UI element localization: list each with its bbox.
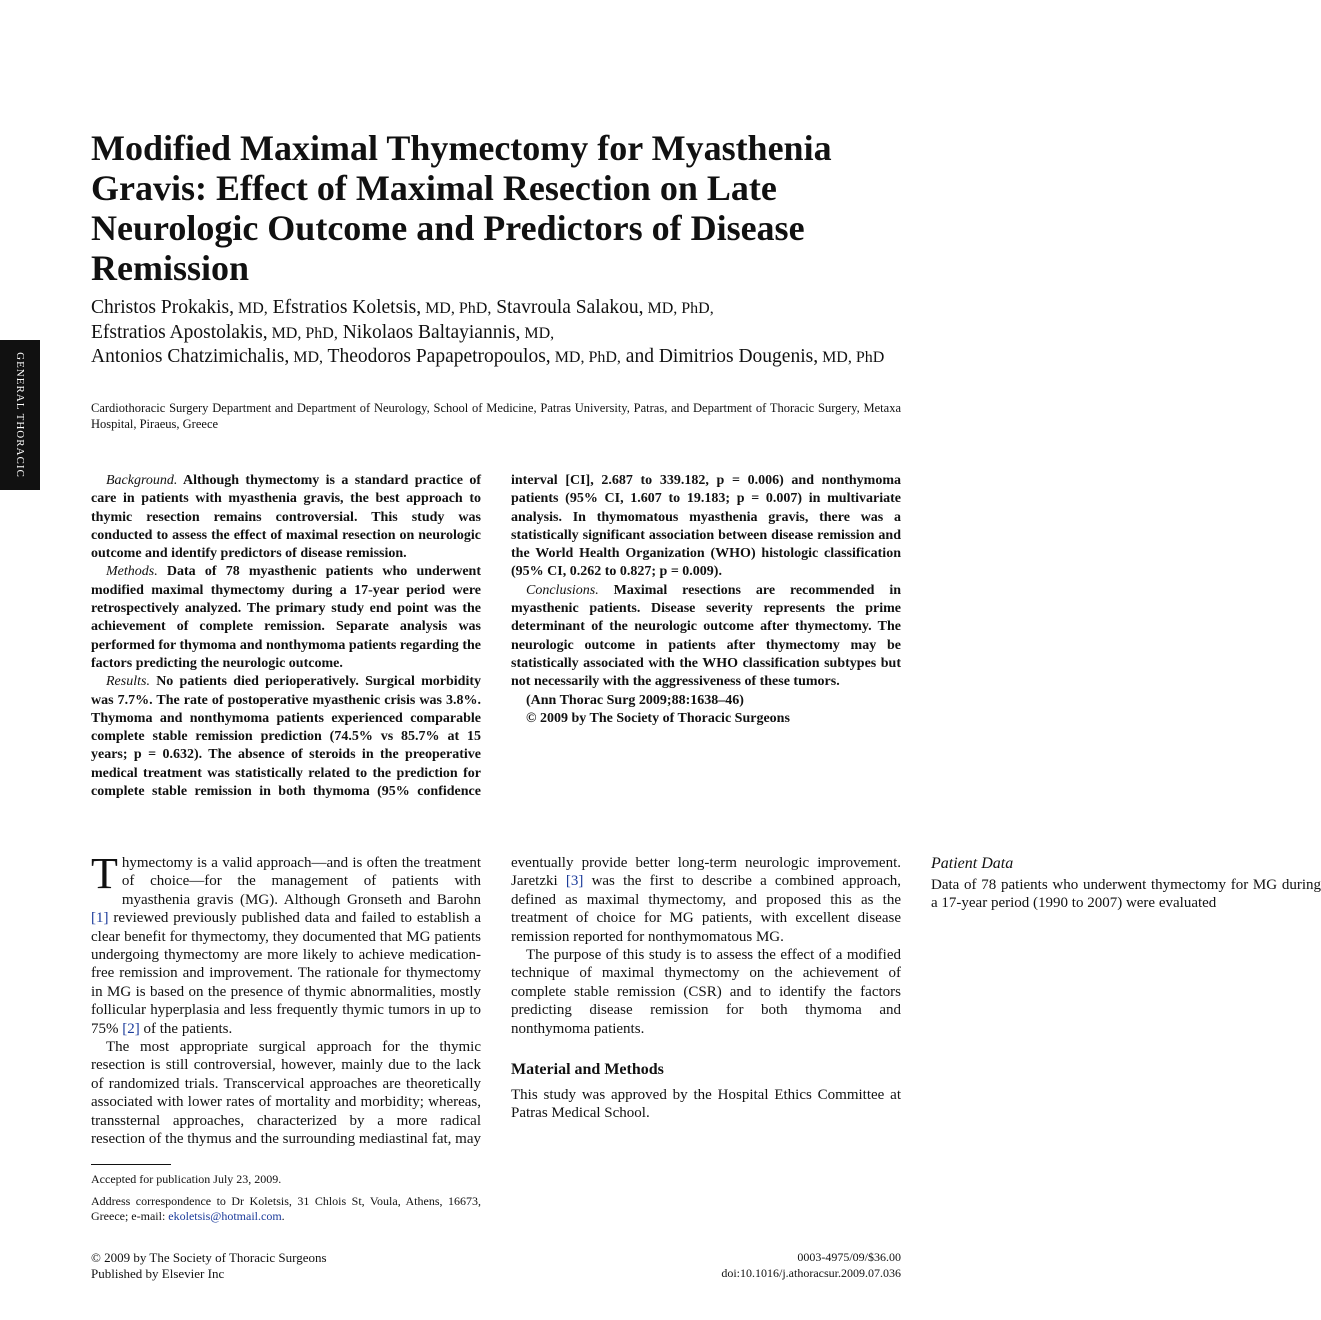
email-link[interactable]: ekoletsis@hotmail.com [168,1209,282,1223]
drop-cap: T [91,849,118,898]
footnote-divider [91,1164,171,1165]
affiliation: Cardiothoracic Surgery Department and Department of Neurology, School of Medicine, Patras University, Patras, and Department of Thoracic Surgery, Metaxa Hospital, Piraeus, Greece [91,401,901,431]
author: Efstratios Koletsis, MD, PhD, [272,297,492,318]
abstract-results: Results. No patients died perioperatively. Surgical morbidity was 7.7%. The rate of postoperative myasthenic crisis was 3.8%. Thymoma and nonthymoma patients experienced comparable complete stable remission prediction (74.5% vs 85.7% at 15 years; p = 0.632). The absence of steroids in the preoperative medical treatment was statistically related to the prediction for complete stable remission in both thymoma (95% confidence interval [CI], 2.687 to 339.182, p = 0.006) and nonthymoma patients (95% CI, 1.607 to 19.183; p = 0.007) in multivariate analysis. In thymomatous myasthenia gravis, there was a statistically significant association between disease remission and the World Health Organization (WHO) histologic classification (95% CI, 0.262 to 0.827; p = 0.009). [91,473,901,800]
accepted-note: Accepted for publication July 23, 2009. [91,1172,282,1186]
footer-issn: 0003-4975/09/$36.00 [797,1250,901,1264]
abstract-copyright: © 2009 by The Society of Thoracic Surgeons [526,710,790,726]
author: and Dimitrios Dougenis, MD, PhD [625,346,885,367]
abstract-background: Background. Although thymectomy is a standard practice of care in patients with myasthenia gravis, the best approach to thymic resection remains controversial. This study was conducted to assess the effect of maximal resection on neurologic outcome and identify predictors of disease remission. [91,473,481,562]
footer-publisher [91,1250,327,1281]
section-heading: Material and Methods [511,1061,664,1079]
abstract-methods: Methods. Data of 78 myasthenic patients who underwent modified maximal thymectomy during a 17-year period were retrospectively analyzed. The primary study end point was the achievement of complete remission. Separate analysis was performed for thymoma and nonthymoma patients regarding the factors predicting the neurologic outcome. [91,564,481,671]
body-paragraph: The most appropriate surgical approach for the thymic resection is still controversial, however, mainly due to the lack of randomized trials. Transcervical approaches are theoretically associated with lower rates of mortality and morbidity; whereas, transsternal approaches, characterized by a more radical resection of the thymus and the surrounding mediastinal fat, may eventually provide better long-term neurologic improvement. Jaretzki [3] was the first to describe a combined approach, defined as maximal thymectomy, and proposed this as the treatment of choice for MG patients, with excellent disease remission reported for nonthymomatous MG. [91,855,902,1148]
correspondence-note: Address correspondence to Dr Koletsis, 31 Chlois St, Voula, Athens, 16673, Greece; e-mail: ekoletsis@hotmail.com. [91,1193,481,1223]
author: Nikolaos Baltayiannis, MD, [342,321,555,343]
footer-publisher-name: Published by Elsevier Inc [91,1265,225,1281]
author: Theodoros Papapetropoulos, MD, PhD, [327,346,621,367]
body-paragraph: Data of 78 patients who underwent thymectomy for MG during a 17-year period (1990 to 2007) were evaluated [931,877,1321,912]
subsection-heading: Patient Data [931,855,1014,872]
reference-link[interactable]: [1] [91,910,109,927]
footer-identifiers [721,1250,901,1281]
footer-copyright: © 2009 by The Society of Thoracic Surgeons [91,1250,327,1265]
author: Stavroula Salakou, MD, PhD, [496,297,714,318]
article-title: Modified Maximal Thymectomy for Myasthenia Gravis: Effect of Maximal Resection on Late Neurologic Outcome and Predictors of Disease Remission [91,128,832,288]
body-paragraph: The purpose of this study is to assess the effect of a modified technique of maximal thymectomy on the achievement of complete stable remission (CSR) and to identify the factors predicting disease remission for both thymoma and nonthymoma patients. [511,947,901,1037]
author: Christos Prokakis, MD, [91,297,268,318]
abstract [91,472,901,812]
footer-doi: doi:10.1016/j.athoracsur.2009.07.036 [721,1265,901,1280]
reference-link[interactable]: [3] [565,873,584,890]
footnotes [91,1172,481,1231]
abstract-conclusions: Conclusions. Maximal resections are recommended in myasthenic patients. Disease severity represents the prime determinant of the neurologic outcome after thymectomy. The neurologic outcome in patients after thymectomy may be statistically associated with the WHO classification subtypes but not necessarily with the aggressiveness of these tumors. [511,582,901,690]
reference-link[interactable]: [2] [122,1020,140,1037]
author-list [91,296,911,370]
article-body [91,849,1321,1154]
body-paragraph: This study was approved by the Hospital Ethics Committee at Patras Medical School. [511,1087,901,1122]
section-side-tab [0,340,40,490]
author: Efstratios Apostolakis, MD, PhD, [91,321,338,343]
author: Antonios Chatzimichalis, MD, [91,346,324,367]
side-tab-label: GENERAL THORACIC [14,352,26,478]
journal-citation: (Ann Thorac Surg 2009;88:1638–46) [526,692,744,708]
body-paragraph: Thymectomy is a valid approach—and is often the treatment of choice—for the management of patients with myasthenia gravis (MG). Although Gronseth and Barohn [1] reviewed previously published data and failed to establish a clear benefit for thymectomy, they documented that MG patients undergoing thymectomy are more likely to achieve medication-free remission and improvement. The rationale for thymectomy in MG is based on the presence of thymic abnormalities, mostly follicular hyperplasia and less frequently thymic tumors in up to 75% [2] of the patients. [91,849,481,1037]
